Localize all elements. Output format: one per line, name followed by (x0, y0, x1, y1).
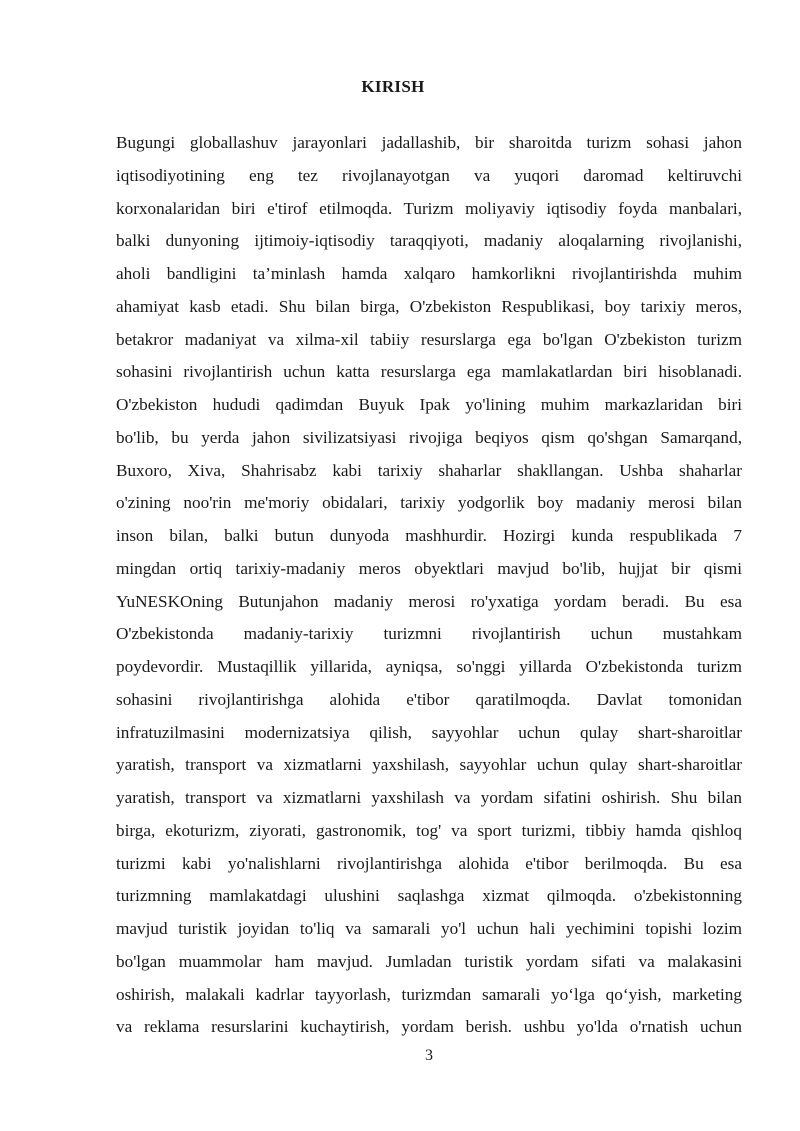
text-line: o'zining noo'rin me'moriy obidalari, tarixiy yodgorlik boy madaniy merosi bilan (116, 493, 742, 513)
text-line: turizmning mamlakatdagi ulushini saqlashga xizmat qilmoqda. o'zbekistonning (116, 886, 742, 906)
text-line: ahamiyat kasb etadi. Shu bilan birga, O'zbekiston Respublikasi, boy tarixiy meros, (116, 296, 742, 316)
page-title: KIRISH (361, 77, 425, 96)
text-line: Bugungi globallashuv jarayonlari jadallashib, bir sharoitda turizm sohasi jahon (116, 133, 742, 152)
text-line: yaratish, transport va xizmatlarni yaxshilash, sayyohlar uchun qulay shart-sharoitlar (116, 755, 742, 775)
text-line: va reklama resurslarini kuchaytirish, yordam berish. ushbu yo'lda o'rnatish uchun (116, 1017, 742, 1037)
text-line: sohasini rivojlantirish uchun katta resurslarga ega mamlakatlardan biri hisoblanadi. (116, 362, 742, 382)
page-number: 3 (425, 1047, 433, 1064)
text-line: YuNESKOning Butunjahon madaniy merosi ro'yxatiga yordam beradi. Bu esa (116, 591, 742, 611)
text-line: Buxoro, Xiva, Shahrisabz kabi tarixiy shaharlar shakllangan. Ushba shaharlar (116, 460, 742, 480)
body-paragraph (116, 127, 742, 1044)
text-line: bo'lib, bu yerda jahon sivilizatsiyasi rivojiga beqiyos qism qo'shgan Samarqand, (116, 427, 742, 447)
text-line: infratuzilmasini modernizatsiya qilish, sayyohlar uchun qulay shart-sharoitlar (116, 722, 742, 742)
text-line: korxonalaridan biri e'tirof etilmoqda. Turizm moliyaviy iqtisodiy foyda manbalari, (116, 198, 742, 218)
text-line: bo'lgan muammolar ham mavjud. Jumladan turistik yordam sifati va malakasini (116, 951, 742, 971)
text-line: betakror madaniyat va xilma-xil tabiiy resurslarga ega bo'lgan O'zbekiston turizm (116, 329, 742, 349)
text-line: turizmi kabi yo'nalishlarni rivojlantirishga alohida e'tibor berilmoqda. Bu esa (116, 853, 742, 873)
text-line: balki dunyoning ijtimoiy-iqtisodiy taraqqiyoti, madaniy aloqalarning rivojlanishi, (116, 231, 742, 251)
text-line: mavjud turistik joyidan to'liq va samarali yo'l uchun hali yechimini topishi lozim (116, 919, 742, 938)
text-line: mingdan ortiq tarixiy-madaniy meros obyektlari mavjud bo'lib, hujjat bir qismi (116, 558, 742, 578)
text-line: O'zbekiston hududi qadimdan Buyuk Ipak yo'lining muhim markazlaridan biri (116, 395, 742, 414)
text-line: iqtisodiyotining eng tez rivojlanayotgan va yuqori daromad keltiruvchi (116, 165, 742, 185)
text-line: oshirish, malakali kadrlar tayyorlash, turizmdan samarali yo‘lga qo‘yish, marketing (116, 984, 742, 1004)
text-line: inson bilan, balki butun dunyoda mashhurdir. Hozirgi kunda respublikada 7 (116, 526, 742, 545)
text-line: poydevordir. Mustaqillik yillarida, ayniqsa, so'nggi yillarda O'zbekistonda turizm (116, 657, 742, 676)
text-line: aholi bandligini ta’minlash hamda xalqaro hamkorlikni rivojlantirishda muhim (116, 264, 742, 283)
text-line: O'zbekistonda madaniy-tarixiy turizmni rivojlantirish uchun mustahkam (116, 624, 742, 644)
text-line: sohasini rivojlantirishga alohida e'tibor qaratilmoqda. Davlat tomonidan (116, 689, 742, 709)
text-line: yaratish, transport va xizmatlarni yaxshilash va yordam sifatini oshirish. Shu bilan (116, 788, 742, 807)
text-line: birga, ekoturizm, ziyorati, gastronomik, tog' va sport turizmi, tibbiy hamda qishloq (116, 820, 742, 840)
